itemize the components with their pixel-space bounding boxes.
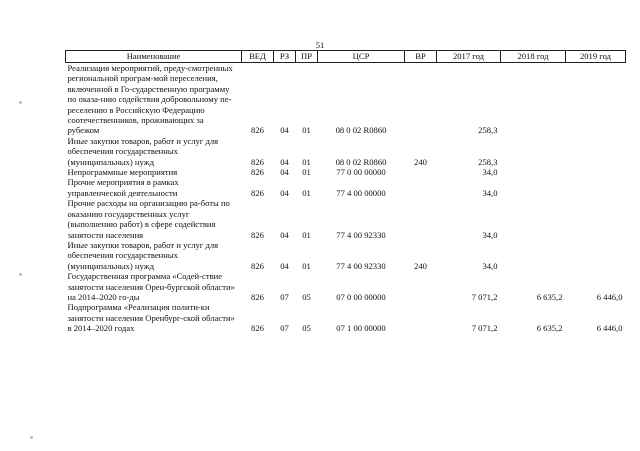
header-csr: ЦСР (318, 51, 405, 63)
cell-2018 (501, 177, 566, 198)
table-row (66, 136, 626, 167)
cell-csr: 77 4 00 92330 (336, 229, 386, 240)
cell-name: Реализация мероприятий, преду-смотренных региональной програм-мой переселения, включенной в Го-сударственную программу по оказа-нию содействия добровольному пе-реселению в Российскую Федерацию соотечественников, проживающих за рубежом (67, 63, 233, 136)
cell-pr: 01 (302, 156, 311, 167)
cell-pr: 01 (302, 260, 311, 271)
cell-2019 (566, 240, 626, 271)
cell-2017: 34,0 (482, 229, 498, 240)
cell-pr: 01 (302, 229, 311, 240)
cell-rz: 04 (280, 229, 289, 240)
page-number: 51 (315, 40, 325, 50)
cell-2018 (501, 63, 566, 136)
cell-csr: 77 0 00 00000 (336, 167, 386, 178)
cell-2017: 34,0 (482, 167, 498, 178)
cell-rz: 07 (280, 323, 289, 334)
cell-vr (405, 167, 437, 177)
cell-2017: 34,0 (482, 187, 498, 198)
header-pr: ПР (296, 51, 318, 63)
header-vr: ВР (405, 51, 437, 63)
cell-csr: 07 0 00 00000 (336, 291, 386, 302)
cell-2019 (566, 136, 626, 167)
cell-rz: 04 (280, 187, 289, 198)
table-row (66, 240, 626, 271)
cell-pr: 05 (302, 291, 311, 302)
cell-name: Государственная программа «Содей-ствие занятости населения Орен-бургской области» на 2014–2020 го-ды (67, 271, 235, 302)
cell-name: Прочие мероприятия в рамках управленческой деятельности (67, 177, 179, 198)
cell-rz: 07 (280, 291, 289, 302)
cell-ved: 826 (251, 260, 264, 271)
cell-2017: 7 071,2 (471, 323, 498, 334)
cell-pr: 01 (302, 125, 311, 136)
cell-vr (405, 177, 437, 198)
table-row (66, 302, 626, 333)
scan-dot (19, 273, 22, 276)
table-row (66, 198, 626, 240)
cell-csr: 08 0 02 R0860 (335, 156, 387, 167)
cell-2017: 7 071,2 (471, 291, 498, 302)
header-name: Наименование (66, 51, 242, 63)
cell-2018 (501, 240, 566, 271)
header-ved: ВЕД (242, 51, 274, 63)
cell-csr: 77 4 00 00000 (336, 187, 386, 198)
cell-vr (405, 302, 437, 333)
cell-rz: 04 (280, 260, 289, 271)
cell-pr: 01 (302, 187, 311, 198)
cell-ved: 826 (251, 323, 264, 334)
cell-2018: 6 635,2 (536, 291, 563, 302)
cell-name: Непрограммные мероприятия (67, 167, 178, 178)
cell-rz: 04 (280, 125, 289, 136)
header-2019: 2019 год (566, 51, 626, 63)
cell-2017: 34,0 (482, 260, 498, 271)
cell-vr (405, 63, 437, 136)
cell-csr: 08 0 02 R0860 (335, 125, 387, 136)
cell-vr (405, 198, 437, 240)
cell-vr: 240 (414, 260, 427, 271)
header-2017: 2017 год (437, 51, 501, 63)
cell-rz: 04 (280, 156, 289, 167)
cell-rz: 04 (280, 167, 289, 178)
cell-ved: 826 (251, 187, 264, 198)
cell-2019: 6 446,0 (596, 291, 623, 302)
table-body (66, 63, 626, 334)
cell-2017: 258,3 (478, 156, 498, 167)
scan-dot (19, 101, 22, 104)
cell-2019 (566, 177, 626, 198)
cell-2018 (501, 136, 566, 167)
cell-name: Подпрограмма «Реализация полити-ки занятости населения Оренбург-ской области» в 2014–2020 годах (67, 302, 235, 334)
scan-dot (30, 436, 33, 439)
header-rz: РЗ (274, 51, 296, 63)
budget-table (65, 50, 626, 334)
cell-pr: 05 (302, 323, 311, 334)
cell-csr: 77 4 00 92330 (336, 260, 386, 271)
cell-2019 (566, 63, 626, 136)
header-2018: 2018 год (501, 51, 566, 63)
cell-csr: 07 1 00 00000 (336, 323, 386, 334)
cell-ved: 826 (251, 125, 264, 136)
table-row (66, 63, 626, 136)
cell-vr (405, 271, 437, 302)
cell-ved: 826 (251, 229, 264, 240)
table-header (66, 51, 626, 63)
cell-ved: 826 (251, 167, 264, 178)
cell-vr: 240 (414, 156, 427, 167)
cell-2019 (566, 167, 626, 177)
cell-pr: 01 (302, 167, 311, 178)
cell-ved: 826 (251, 291, 264, 302)
cell-name: Прочие расходы на организацию ра-боты по оказанию государственных услуг (выполнению работ) в сфере содействия занятости населения (67, 198, 230, 240)
cell-2019: 6 446,0 (596, 323, 623, 334)
cell-2019 (566, 198, 626, 240)
cell-2018 (501, 198, 566, 240)
cell-ved: 826 (251, 156, 264, 167)
table-row (66, 167, 626, 177)
cell-2017: 258,3 (478, 125, 498, 136)
cell-name: Иные закупки товаров, работ и услуг для обеспечения государственных (муниципальных) нужд (67, 135, 219, 167)
cell-2018: 6 635,2 (536, 323, 563, 334)
cell-name: Иные закупки товаров, работ и услуг для обеспечения государственных (муниципальных) нужд (67, 239, 219, 271)
table-row (66, 177, 626, 198)
cell-2018 (501, 167, 566, 177)
table-row (66, 271, 626, 302)
